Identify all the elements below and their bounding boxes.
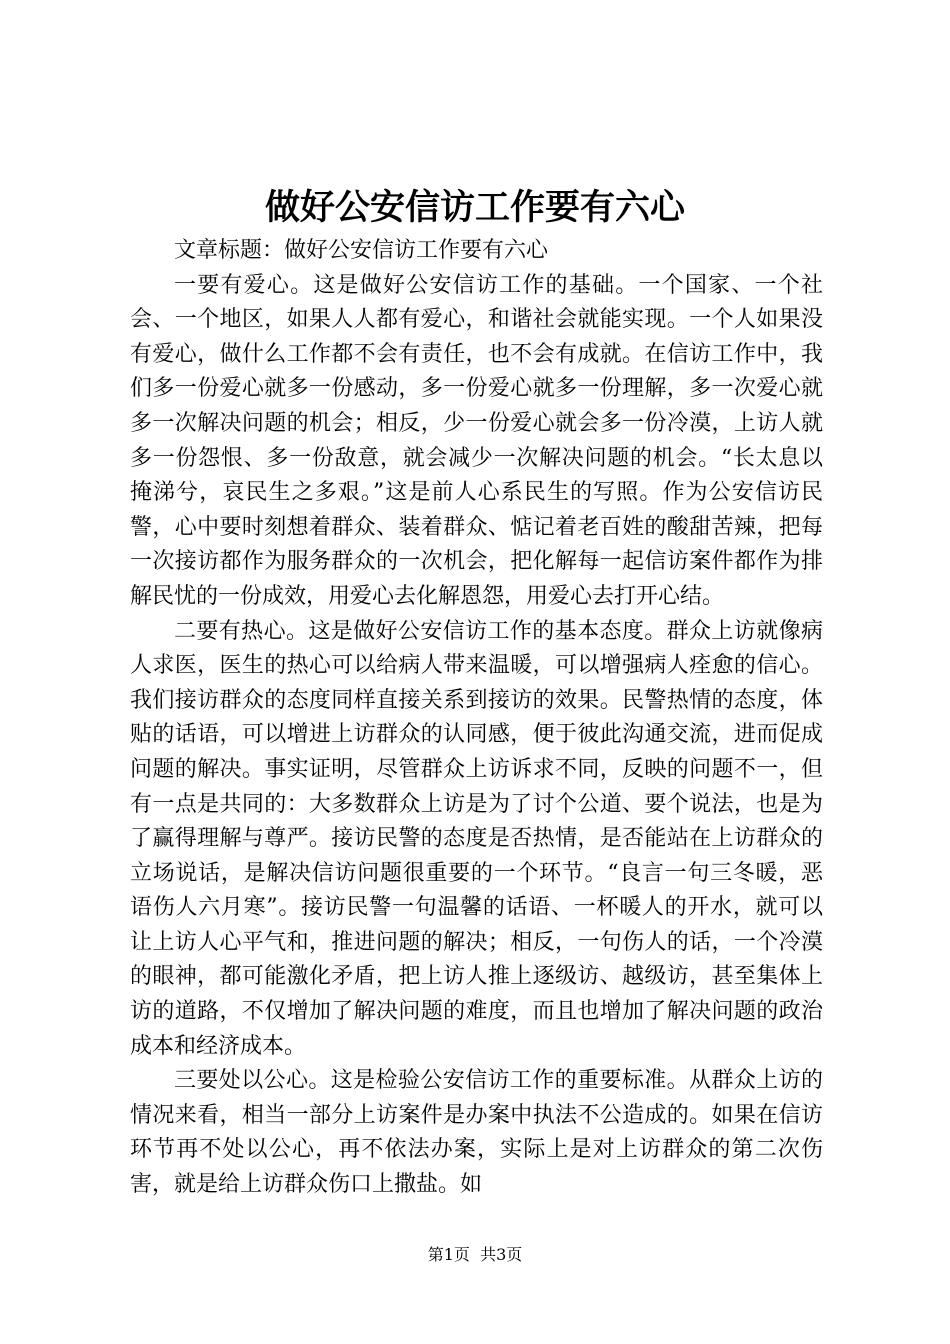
paragraph-fairness: 三要处以公心。这是检验公安信访工作的重要标准。从群众上访的情况来看，相当一部分上访案件是办案中执法不公造成的。如果在信访环节再不处以公心，再不依法办案，实际上是对上访群众的第二次伤害，就是给上访群众伤口上撒盐。如 <box>130 1068 823 1198</box>
page-footer <box>0 1244 950 1266</box>
paragraph-enthusiasm: 二要有热心。这是做好公安信访工作的基本态度。群众上访就像病人求医，医生的热心可以给病人带来温暖，可以增强病人痊愈的信心。我们接访群众的态度同样直接关系到接访的效果。民警热情的态度，体贴的话语，可以增进上访群众的认同感，便于彼此沟通交流，进而促成问题的解决。事实证明，尽管群众上访诉求不同，反映的问题不一，但有一点是共同的：大多数群众上访是为了讨个公道、要个说法，也是为了赢得理解与尊严。接访民警的态度是否热情，是否能站在上访群众的立场说话，是解决信访问题很重要的一个环节。“良言一句三冬暖，恶语伤人六月寒”。接访民警一句温馨的话语、一杯暖人的开水，就可以让上访人心平气和，推进问题的解决；相反，一句伤人的话，一个冷漠的眼神，都可能激化矛盾，把上访人推上逐级访、越级访，甚至集体上访的道路，不仅增加了解决问题的难度，而且也增加了解决问题的政治成本和经济成本。 <box>130 618 823 1059</box>
page-number: 第1页 <box>427 1245 470 1264</box>
paragraph-love: 一要有爱心。这是做好公安信访工作的基础。一个国家、一个社会、一个地区，如果人人都有爱心，和谐社会就能实现。一个人如果没有爱心，做什么工作都不会有责任，也不会有成就。在信访工作中，我们多一份爱心就多一份感动，多一份爱心就多一份理解，多一次爱心就多一次解决问题的机会；相反，少一份爱心就会多一份冷漠，上访人就多一份怨恨、多一份敌意，就会减少一次解决问题的机会。“长太息以掩涕兮，哀民生之多艰。”这是前人心系民生的写照。作为公安信访民警，心中要时刻想着群众、装着群众、惦记着老百姓的酸甜苦辣，把每一次接访都作为服务群众的一次机会，把化解每一起信访案件都作为排解民忧的一份成效，用爱心去化解恩怨，用爱心去打开心结。 <box>130 272 823 609</box>
document-title: 做好公安信访工作要有六心 <box>264 187 685 228</box>
article-title-line: 文章标题：做好公安信访工作要有六心 <box>174 238 549 263</box>
page-total: 共3页 <box>480 1245 523 1264</box>
document-body <box>130 234 823 1203</box>
